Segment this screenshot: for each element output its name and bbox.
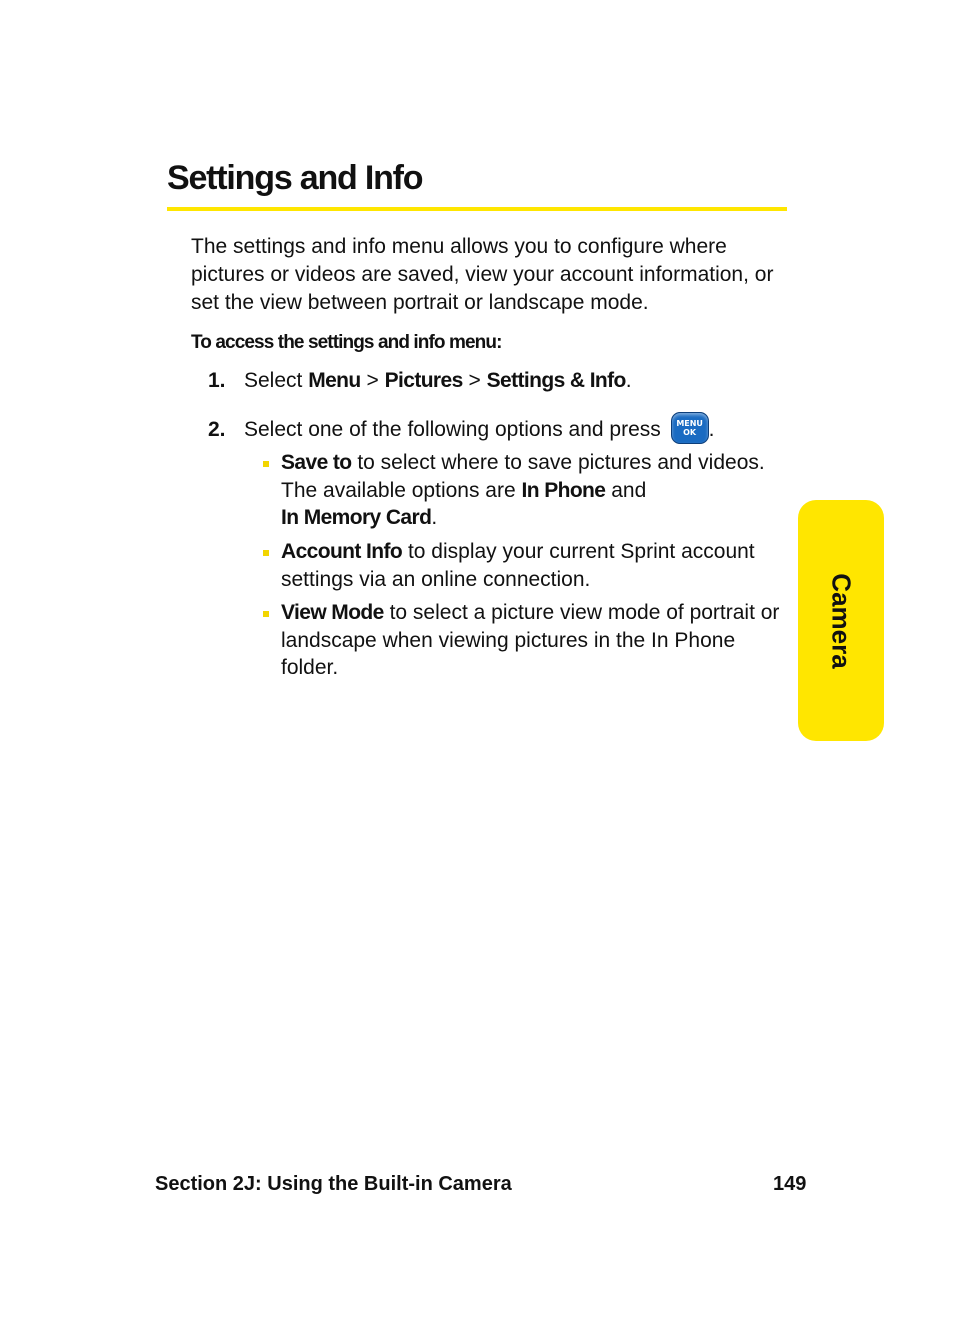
procedure-heading: To access the settings and info menu: bbox=[191, 332, 502, 353]
footer-section-title: Section 2J: Using the Built-in Camera bbox=[155, 1173, 512, 1195]
page-title: Settings and Info bbox=[167, 159, 423, 197]
option-save-to-label: Save to bbox=[281, 451, 352, 474]
step-1-prefix: Select bbox=[244, 369, 309, 392]
page-number: 149 bbox=[773, 1173, 807, 1195]
menu-path-menu: Menu bbox=[308, 369, 361, 392]
option-account-info bbox=[281, 538, 791, 593]
menu-path-pictures: Pictures bbox=[384, 369, 463, 392]
menu-path-separator: > bbox=[468, 369, 481, 392]
bullet-square-icon bbox=[263, 611, 269, 617]
option-account-info-text: to display your current Sprint account settings via an online connection. bbox=[281, 540, 755, 591]
title-underline bbox=[167, 207, 787, 211]
menu-key-label-bottom: OK bbox=[683, 428, 697, 437]
option-view-mode-text: to select a picture view mode of portrait or landscape when viewing pictures in the In Phone folder. bbox=[281, 601, 780, 679]
option-view-mode-label: View Mode bbox=[281, 601, 384, 624]
option-view-mode bbox=[281, 599, 791, 682]
section-tab-label: Camera bbox=[826, 572, 857, 669]
step-2-number: 2. bbox=[208, 418, 226, 441]
step-2-period: . bbox=[708, 418, 715, 441]
step-1-number: 1. bbox=[208, 369, 226, 392]
option-in-memory-card: In Memory Card bbox=[281, 506, 432, 529]
option-save-to-and: and bbox=[605, 478, 647, 502]
menu-path-settings-info: Settings & Info bbox=[486, 369, 626, 392]
menu-path-separator: > bbox=[366, 369, 379, 392]
menu-ok-key-icon bbox=[671, 412, 709, 444]
menu-key-label-top: MENU bbox=[676, 419, 703, 428]
option-save-to-period: . bbox=[431, 506, 438, 529]
option-save-to bbox=[281, 449, 791, 532]
option-save-to-text: to select where to save pictures and videos. The available options are bbox=[281, 451, 765, 502]
step-2-text: Select one of the following options and press bbox=[244, 418, 661, 441]
section-tab bbox=[798, 500, 884, 741]
step-1-period: . bbox=[625, 369, 632, 392]
intro-paragraph: The settings and info menu allows you to configure where pictures or videos are saved, view your account information, or set the view between portrait or landscape mode. bbox=[191, 235, 774, 314]
option-account-info-label: Account Info bbox=[281, 540, 403, 563]
option-in-phone: In Phone bbox=[521, 478, 606, 502]
bullet-square-icon bbox=[263, 461, 269, 467]
step-2 bbox=[208, 412, 714, 444]
step-1 bbox=[208, 367, 632, 395]
bullet-square-icon bbox=[263, 550, 269, 556]
